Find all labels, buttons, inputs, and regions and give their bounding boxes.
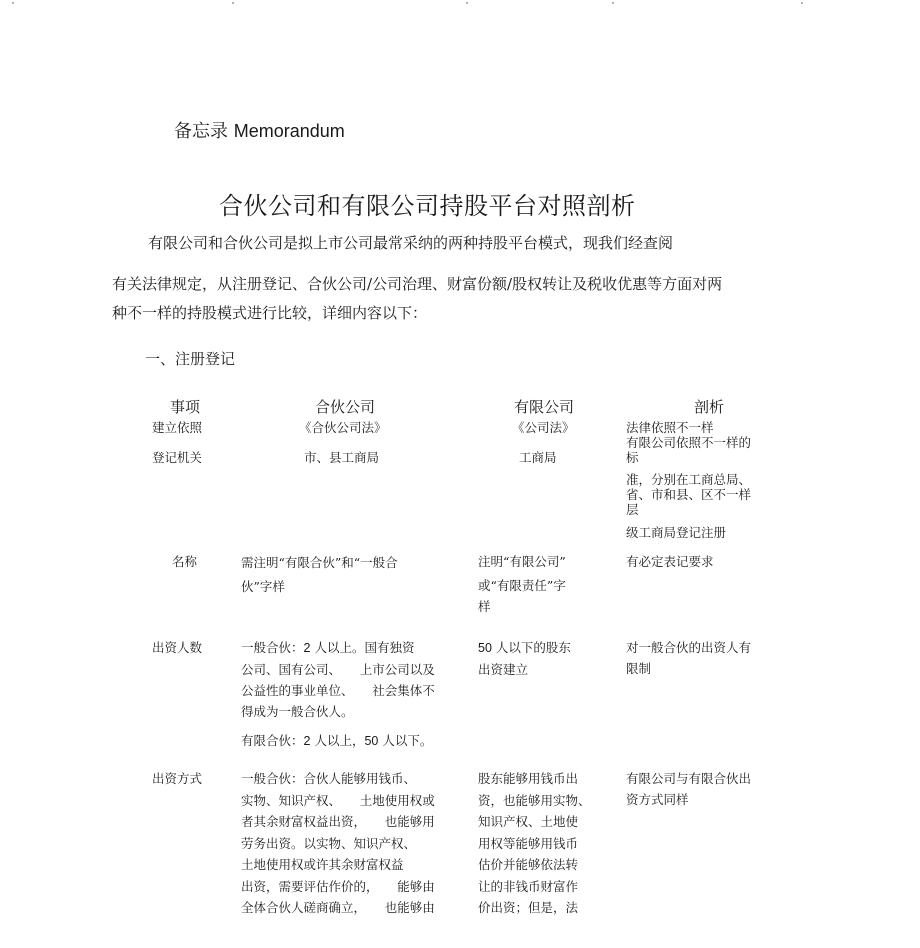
cell-text: 人以下。 [382,733,433,748]
cell-line: 公司、国有公司、 上市公司以及 [241,662,435,677]
row-method-item: 出资方式 [152,771,203,786]
cell-line: 实物、知识产权、 土地使用权或 [241,792,435,808]
cell-line: 土地使用权或许其余财富权益 [241,857,404,872]
row-registry-analysis [626,472,751,517]
analysis-line: 法律依照不一样 [626,420,714,435]
cell-text: 一般合伙： [241,640,304,655]
edge-mark [466,2,468,4]
cell-line: 劳务出资。以实物、知识产权、 [241,835,417,851]
cell-line: 出资建立 [478,662,529,677]
cell-number: 50 [364,734,379,748]
cell-line: 者其余财富权益出资， 也能够用 [241,814,435,829]
edge-mark [12,2,14,4]
row-basis-item: 建立依照 [152,420,203,435]
header-item: 事项 [170,398,201,416]
scan-edge-marks [0,0,920,6]
cell-line: 资方式同样 [626,792,689,807]
row-method-analysis [626,768,751,810]
cell-line: 注明“有限公司” [478,554,566,569]
cell-line: 需注明“有限合伙”和“一般合 [241,555,398,570]
analysis-line: 层 [626,502,639,517]
intro-line-2: 有关法律规定，从注册登记、合伙公司/公司治理、财富份额/股权转让及税收优惠等方面对两 [112,275,723,293]
row-name-item: 名称 [172,554,198,569]
analysis-line: 省、市和县、区不一样 [626,487,752,502]
row-registry-partnership: 市、县工商局 [304,450,380,465]
memo-heading-cn: 备忘录 [174,121,228,142]
row-count-item: 出资人数 [152,640,203,655]
cell-line: 让的非钱币财富作 [478,878,579,894]
row-name-limited [478,551,566,617]
cell-line: 资，也能够用实物、 [478,792,591,808]
row-registry-analysis-tail: 级工商局登记注册 [626,525,727,540]
header-partnership: 合伙公司 [315,398,376,416]
cell-text: 人以下的股东 [495,640,571,655]
row-registry-limited: 工商局 [519,450,557,465]
cell-text: 人以上， [314,733,365,748]
cell-line: 或“有限责任”字 [478,578,566,593]
analysis-line: 准，分别在工商总局、 [626,472,752,487]
row-name-partnership [241,551,398,599]
cell-number: 2 [303,641,311,655]
row-count-partnership-limited-note [241,730,432,752]
section-heading-registration: 一、注册登记 [145,350,236,368]
cell-line: 价出资；但是，法 [478,900,579,915]
header-analysis: 剖析 [694,398,725,416]
row-method-limited [478,768,591,919]
intro-line-3: 种不一样的持股模式进行比较，详细内容以下： [112,304,428,322]
cell-line: 一般合伙：合伙人能够用钱币、 [241,771,417,786]
header-limited: 有限公司 [514,398,575,416]
cell-line: 对一般合伙的出资人有 [626,640,752,655]
document-title: 合伙公司和有限公司持股平台对照剖析 [219,192,636,220]
row-count-limited [478,637,571,680]
row-count-partnership [241,637,435,722]
row-name-analysis: 有必定表记要求 [626,554,714,569]
memo-heading [174,117,345,143]
cell-text: 人以上。国有独资 [314,640,415,655]
cell-text: 有限合伙： [241,733,304,748]
row-basis-analysis [626,420,751,465]
cell-line: 得成为一般合伙人。 [241,704,354,719]
cell-line: 有限公司与有限合伙出 [626,771,752,786]
edge-mark [232,2,234,4]
row-method-partnership [241,768,435,919]
edge-mark [612,2,614,4]
cell-line [241,637,435,659]
cell-line [478,637,571,659]
cell-line: 样 [478,599,491,614]
cell-line: 全体合伙人磋商确立， 也能够由 [241,900,435,915]
intro-line-1: 有限公司和合伙公司是拟上市公司最常采纳的两种持股平台模式，现我们经查阅 [148,234,674,252]
analysis-line: 标 [626,450,639,465]
row-basis-limited: 《公司法》 [512,420,575,435]
cell-line: 估价并能够依法转 [478,857,579,872]
analysis-line: 有限公司依照不一样的 [626,435,752,450]
cell-line: 伙”字样 [241,579,285,594]
cell-line: 用权等能够用钱币 [478,835,579,851]
cell-line: 公益性的事业单位、 社会集体不 [241,683,435,698]
cell-number: 50 [478,641,492,655]
cell-line: 知识产权、土地使 [478,814,579,829]
row-basis-partnership: 《合伙公司法》 [299,420,387,435]
cell-number: 2 [303,734,311,748]
row-registry-item: 登记机关 [152,450,203,465]
row-count-analysis [626,637,751,679]
cell-line: 出资，需要评估作价的， 能够由 [241,878,435,894]
edge-mark [801,2,803,4]
cell-line: 限制 [626,661,652,676]
memo-heading-en: Memorandum [233,121,345,141]
cell-line: 股东能够用钱币出 [478,771,579,786]
